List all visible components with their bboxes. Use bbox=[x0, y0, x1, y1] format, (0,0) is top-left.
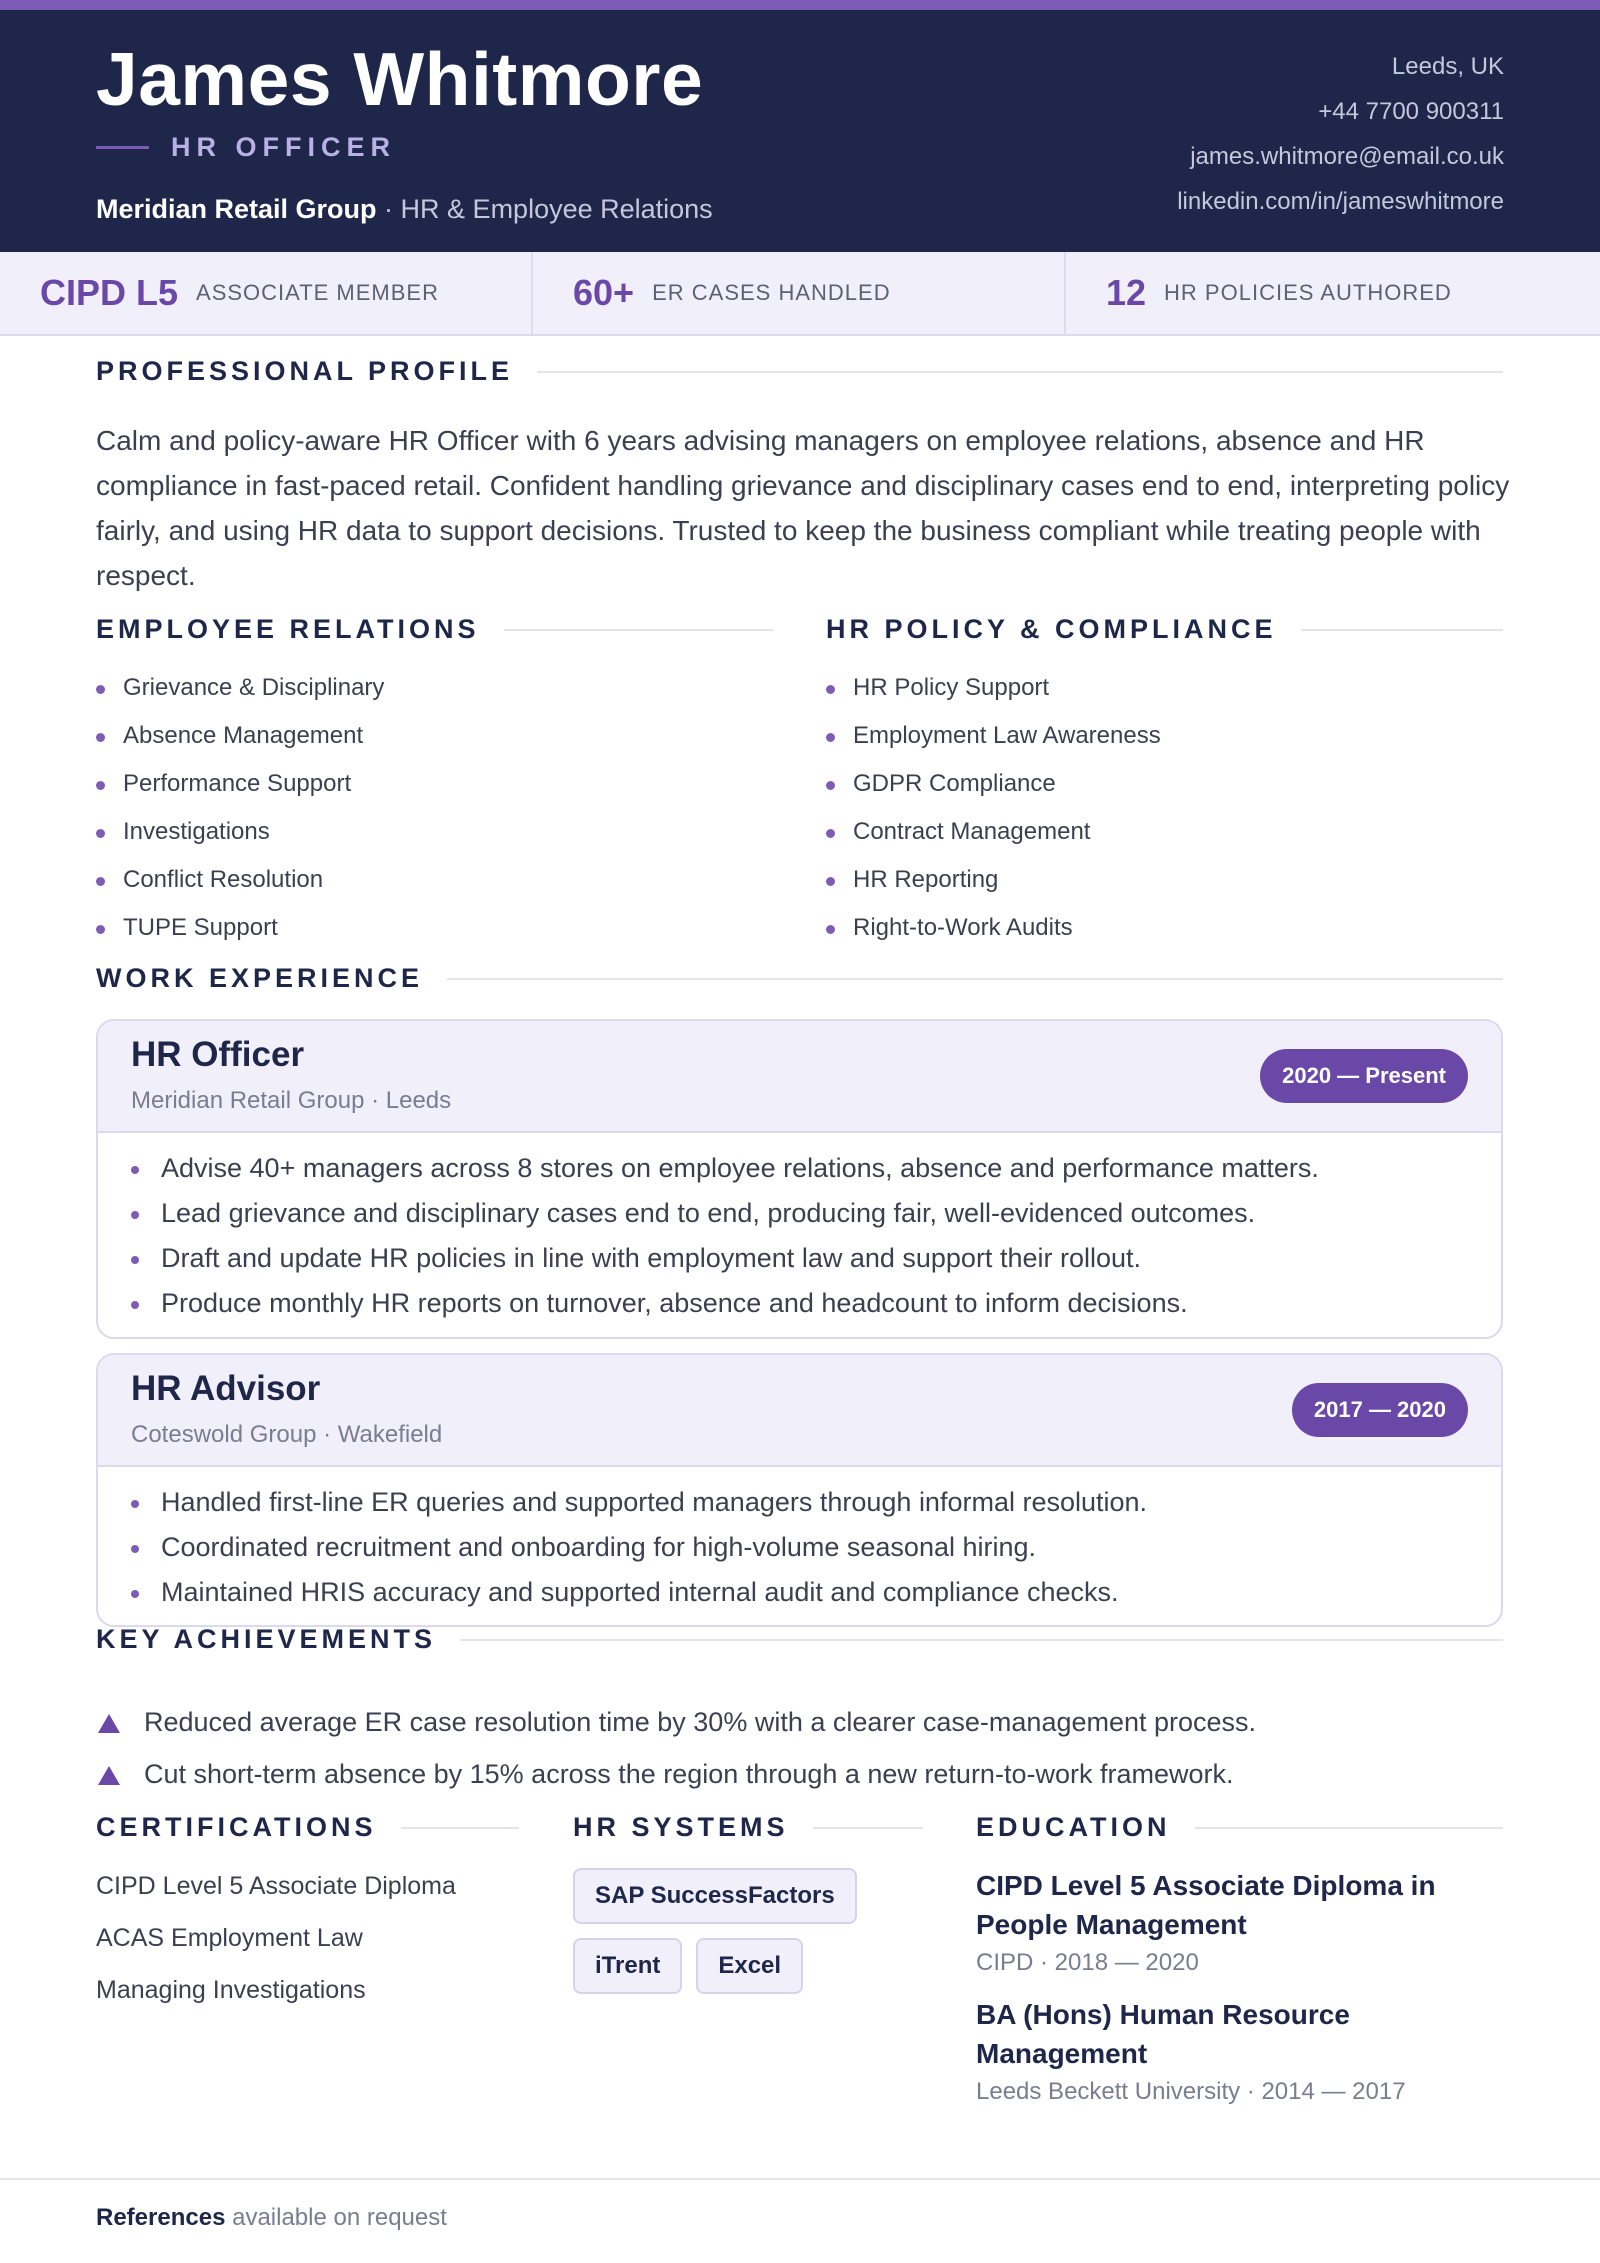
stat-item bbox=[0, 252, 533, 334]
stat-value: CIPD L5 bbox=[40, 272, 179, 313]
section-heading-policy-compliance bbox=[826, 614, 1503, 645]
certification-item: ACAS Employment Law bbox=[96, 1924, 363, 1952]
current-employer bbox=[96, 194, 713, 225]
achievement-item bbox=[96, 1696, 1256, 1748]
stat-value: 60+ bbox=[573, 272, 635, 313]
section-divider bbox=[813, 1827, 923, 1829]
achievement-text: Cut short-term absence by 15% across the region through a new return-to-work framework. bbox=[144, 1759, 1234, 1789]
skill-item: Investigations bbox=[96, 808, 384, 856]
section-title: HR POLICY & COMPLIANCE bbox=[826, 614, 1277, 644]
achievement-item bbox=[96, 1748, 1256, 1800]
references-note bbox=[96, 2204, 447, 2232]
section-heading-experience bbox=[96, 963, 1503, 994]
skill-item: HR Reporting bbox=[826, 856, 1161, 904]
job-bullets bbox=[98, 1133, 1501, 1326]
section-divider bbox=[460, 1639, 1503, 1641]
job-card-header bbox=[98, 1021, 1501, 1133]
job-card-header bbox=[98, 1355, 1501, 1467]
certification-item: Managing Investigations bbox=[96, 1976, 366, 2004]
resume-header bbox=[0, 10, 1600, 252]
department-name: HR & Employee Relations bbox=[400, 194, 713, 224]
stat-label: HR POLICIES AUTHORED bbox=[1164, 280, 1452, 305]
job-bullet: Coordinated recruitment and onboarding for high-volume seasonal hiring. bbox=[98, 1525, 1501, 1570]
section-title: KEY ACHIEVEMENTS bbox=[96, 1624, 437, 1654]
section-heading-profile bbox=[96, 356, 1503, 387]
job-bullet: Handled first-line ER queries and supported managers through informal resolution. bbox=[98, 1480, 1501, 1525]
contact-location: Leeds, UK bbox=[1391, 53, 1504, 80]
section-divider bbox=[1195, 1827, 1504, 1829]
system-chip: Excel bbox=[696, 1938, 803, 1994]
achievements-list bbox=[96, 1696, 1256, 1800]
stat-item bbox=[533, 252, 1066, 334]
contact-email[interactable]: james.whitmore@email.co.uk bbox=[1190, 143, 1504, 170]
job-company: Coteswold Group · Wakefield bbox=[131, 1421, 443, 1448]
triangle-up-icon bbox=[98, 1766, 120, 1785]
job-bullet: Draft and update HR policies in line with employment law and support their rollout. bbox=[98, 1236, 1501, 1281]
education-degree: BA (Hons) Human Resource Management bbox=[976, 1999, 1350, 2069]
section-heading-certifications bbox=[96, 1812, 519, 1843]
job-bullet: Produce monthly HR reports on turnover, absence and headcount to inform decisions. bbox=[98, 1281, 1501, 1326]
skill-item: Performance Support bbox=[96, 760, 384, 808]
section-title: WORK EXPERIENCE bbox=[96, 963, 424, 993]
skill-item: Contract Management bbox=[826, 808, 1161, 856]
education-item bbox=[976, 1866, 1516, 1980]
education-degree: CIPD Level 5 Associate Diploma in People Management bbox=[976, 1870, 1436, 1940]
skill-item: HR Policy Support bbox=[826, 664, 1161, 712]
skill-item: TUPE Support bbox=[96, 904, 384, 952]
skill-item: Absence Management bbox=[96, 712, 384, 760]
job-bullet: Lead grievance and disciplinary cases end to end, producing fair, well-evidenced outcomes. bbox=[98, 1191, 1501, 1236]
section-title: EMPLOYEE RELATIONS bbox=[96, 614, 480, 644]
section-heading-employee-relations bbox=[96, 614, 773, 645]
education-item bbox=[976, 1995, 1516, 2109]
section-heading-achievements bbox=[96, 1624, 1503, 1655]
section-divider bbox=[537, 371, 1503, 373]
contact-phone[interactable]: +44 7700 900311 bbox=[1318, 98, 1504, 125]
references-text: available on request bbox=[225, 2204, 447, 2231]
stat-value: 12 bbox=[1106, 272, 1147, 313]
education-meta: CIPD · 2018 — 2020 bbox=[976, 1949, 1199, 1976]
job-role: HR Officer bbox=[131, 1035, 305, 1074]
contact-linkedin[interactable]: linkedin.com/in/jameswhitmore bbox=[1177, 188, 1504, 215]
system-chip: SAP SuccessFactors bbox=[573, 1868, 857, 1924]
job-company: Meridian Retail Group · Leeds bbox=[131, 1087, 452, 1114]
job-card bbox=[96, 1019, 1503, 1339]
section-title: EDUCATION bbox=[976, 1812, 1171, 1842]
hr-systems-chips bbox=[573, 1868, 913, 1994]
section-title: PROFESSIONAL PROFILE bbox=[96, 356, 514, 386]
stat-item bbox=[1066, 252, 1599, 334]
job-bullet: Advise 40+ managers across 8 stores on employee relations, absence and performance matters. bbox=[98, 1146, 1501, 1191]
job-card bbox=[96, 1353, 1503, 1627]
job-dates-badge: 2020 — Present bbox=[1260, 1049, 1468, 1103]
skill-item: Grievance & Disciplinary bbox=[96, 664, 384, 712]
contact-block bbox=[1177, 44, 1504, 224]
stat-label: ER CASES HANDLED bbox=[652, 280, 891, 305]
education-meta: Leeds Beckett University · 2014 — 2017 bbox=[976, 2078, 1406, 2105]
job-title: HR OFFICER bbox=[171, 132, 396, 162]
section-title: HR SYSTEMS bbox=[573, 1812, 789, 1842]
stat-label: ASSOCIATE MEMBER bbox=[196, 280, 439, 305]
footer-divider bbox=[0, 2178, 1600, 2180]
stats-bar bbox=[0, 252, 1600, 336]
skills-list-employee-relations bbox=[96, 664, 384, 952]
section-divider bbox=[1301, 629, 1503, 631]
certifications-list bbox=[96, 1860, 456, 2016]
certification-item: CIPD Level 5 Associate Diploma bbox=[96, 1872, 456, 1900]
skill-item: GDPR Compliance bbox=[826, 760, 1161, 808]
skill-item: Employment Law Awareness bbox=[826, 712, 1161, 760]
skills-list-policy-compliance bbox=[826, 664, 1161, 952]
job-role: HR Advisor bbox=[131, 1369, 321, 1408]
section-heading-hr-systems bbox=[573, 1812, 923, 1843]
system-chip: iTrent bbox=[573, 1938, 682, 1994]
section-divider bbox=[401, 1827, 520, 1829]
employer-separator: · bbox=[376, 194, 401, 224]
title-accent-line bbox=[96, 146, 149, 149]
triangle-up-icon bbox=[98, 1714, 120, 1733]
section-divider bbox=[504, 629, 773, 631]
achievement-text: Reduced average ER case resolution time by 30% with a clearer case-management process. bbox=[144, 1707, 1257, 1737]
skill-item: Right-to-Work Audits bbox=[826, 904, 1161, 952]
skill-item: Conflict Resolution bbox=[96, 856, 384, 904]
top-accent-bar bbox=[0, 0, 1600, 10]
job-bullets bbox=[98, 1467, 1501, 1615]
references-label: References bbox=[96, 2204, 226, 2231]
candidate-name: James Whitmore bbox=[96, 37, 704, 121]
section-divider bbox=[447, 978, 1503, 980]
job-bullet: Maintained HRIS accuracy and supported internal audit and compliance checks. bbox=[98, 1570, 1501, 1615]
section-heading-education bbox=[976, 1812, 1503, 1843]
section-title: CERTIFICATIONS bbox=[96, 1812, 377, 1842]
job-dates-badge: 2017 — 2020 bbox=[1292, 1383, 1468, 1437]
employer-name: Meridian Retail Group bbox=[96, 194, 377, 224]
profile-summary: Calm and policy-aware HR Officer with 6 years advising managers on employee relations, absence and HR compliance in fast-paced retail. Confident handling grievance and disciplinary cases end to end, interpreting policy fairly, and using HR data to support decisions. Trusted to keep the business compliant while treating people with respect. bbox=[96, 425, 1510, 591]
